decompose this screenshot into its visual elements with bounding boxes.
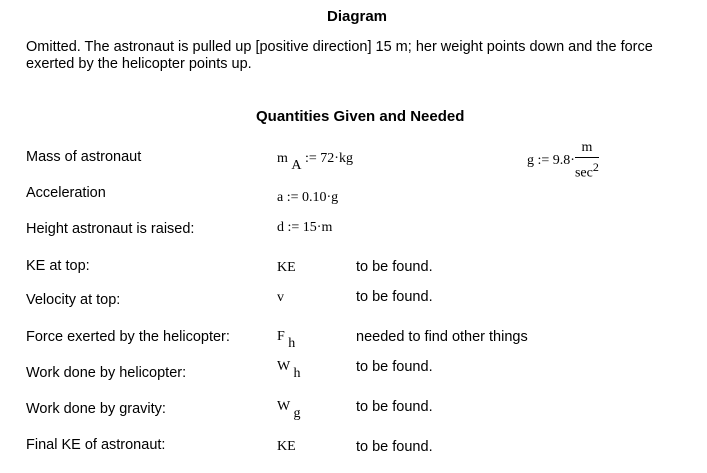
row-sym-ke-top: KE xyxy=(277,260,296,275)
gravity-denominator: $\sec^2$ xyxy=(574,160,599,181)
row-note-velocity: to be found. xyxy=(356,289,433,305)
row-label-final-ke: Final KE of astronaut: xyxy=(26,437,166,453)
row-sym-work-gravity: W $_g$ xyxy=(277,399,301,421)
row-label-velocity: Velocity at top: xyxy=(26,292,121,308)
row-sym-force: F $_h$ xyxy=(277,329,296,351)
row-label-acceleration: Acceleration xyxy=(26,185,106,201)
row-sym-work-helicopter: W $_h$ xyxy=(277,359,301,381)
row-note-work-helicopter: to be found. xyxy=(356,359,433,375)
gravity-units-fraction xyxy=(575,140,599,182)
gravity-constant xyxy=(527,140,599,182)
gravity-numerator: m xyxy=(575,140,599,158)
gravity-exponent: 2 xyxy=(592,160,599,174)
row-sym-final-ke: KE xyxy=(277,439,296,454)
row-sym-mass: m $_A$ := 72·kg xyxy=(277,151,353,173)
row-sym-velocity: v xyxy=(277,290,284,305)
row-sym-acceleration: a := 0.10·g xyxy=(277,190,339,205)
row-sym-height: d := 15·m xyxy=(277,220,333,235)
row-label-work-gravity: Work done by gravity: xyxy=(26,401,166,417)
diagram-heading: Diagram xyxy=(327,8,388,25)
row-label-ke-top: KE at top: xyxy=(26,258,90,274)
row-note-work-gravity: to be found. xyxy=(356,399,433,415)
row-label-height: Height astronaut is raised: xyxy=(26,221,195,237)
diagram-text-line-1: Omitted. The astronaut is pulled up [positive direction] 15 m; her weight points down and the force xyxy=(26,39,653,55)
row-label-work-helicopter: Work done by helicopter: xyxy=(26,365,187,381)
gravity-lhs: g := 9.8· xyxy=(527,153,575,169)
row-note-ke-top: to be found. xyxy=(356,259,433,275)
row-label-mass: Mass of astronaut xyxy=(26,149,142,165)
row-label-force: Force exerted by the helicopter: xyxy=(26,329,230,345)
diagram-text-line-2: exerted by the helicopter points up. xyxy=(26,56,252,72)
row-note-force: needed to find other things xyxy=(356,329,528,345)
row-note-final-ke: to be found. xyxy=(356,439,433,455)
quantities-heading: Quantities Given and Needed xyxy=(256,108,465,125)
